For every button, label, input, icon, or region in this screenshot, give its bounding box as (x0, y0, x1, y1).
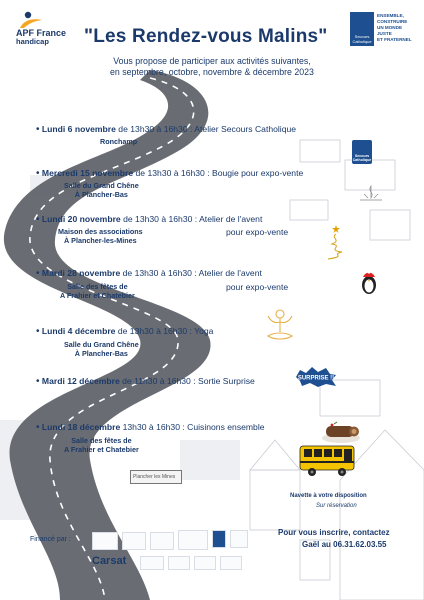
apf-logo-line-2: handicap (16, 37, 49, 46)
street-sign: Plancher les Mines (130, 470, 182, 484)
event-4-location: Salle des fêtes de A Frahier et Chatebier (60, 282, 135, 300)
shuttle-info: Navette à votre disposition (290, 493, 367, 499)
apf-logo-line-1: APF France (16, 28, 67, 38)
bullet: • (36, 124, 40, 135)
sponsor-logo-4 (178, 530, 208, 550)
event-4-line: • Mardi 28 novembre de 13h30 à 16h30 : Atelier de l'avent (36, 268, 262, 279)
subtitle-line-1: Vous propose de participer aux activités suivantes, (113, 56, 311, 66)
secours-catholique-badge: Secours Catholique (350, 12, 374, 46)
surprise-badge-icon (294, 366, 338, 388)
secours-catholique-tagline: ENSEMBLE, CONSTRUIRE UN MONDE JUSTE ET FRATERNEL (377, 13, 412, 42)
event-2-line: • Mercredi 15 novembre de 13h30 à 16h30 : Bougie pour expo-vente (36, 168, 304, 179)
carsat-logo: Carsat (92, 555, 127, 567)
contact-instructions: Pour vous inscrire, contactez (278, 528, 390, 537)
sponsor-logo-8 (168, 556, 190, 570)
school-bus-icon (296, 440, 360, 480)
sponsor-logo-3 (150, 532, 174, 550)
sponsor-logo-5 (212, 530, 226, 548)
sponsor-logo-9 (194, 556, 216, 570)
page-title: "Les Rendez-vous Malins" (84, 26, 328, 47)
contact-phone: Gaël au 06.31.62.03.55 (302, 540, 387, 549)
event-7-location: Salle des fêtes de A Frahier et Chatebier (64, 436, 139, 454)
event-6-line: • Mardi 12 décembre de 11h30 à 16h30 : Sortie Surprise (36, 376, 255, 387)
event-3-line: • Lundi 20 novembre de 13h30 à 16h30 : Atelier de l'avent (36, 214, 263, 225)
candle-icon (356, 184, 386, 204)
financed-by-label: Financé par : (30, 536, 71, 543)
event-3-location: Maison des associations À Plancher-les-Mines (58, 227, 143, 245)
sponsor-logo-7 (140, 556, 164, 570)
sponsor-logo-6 (230, 530, 248, 548)
sponsor-logo-10 (220, 556, 242, 570)
secours-catholique-logo (350, 10, 416, 50)
event-1-line: • Lundi 6 novembre de 13h30 à 16h30 : Atelier Secours Catholique (36, 124, 297, 135)
event-1-location: Ronchamp (100, 137, 138, 146)
event-4-line-2: pour expo-vente (226, 282, 289, 292)
apf-france-handicap-logo (10, 10, 82, 50)
event-7-line: • Lundi 18 décembre 13h30 à 16h30 : Cuisinons ensemble (36, 422, 265, 433)
event-2-location: Salle du Grand Chêne À Plancher-Bas (64, 181, 139, 199)
sponsor-logo-republique (92, 532, 118, 550)
penguin-icon (358, 270, 380, 296)
shuttle-reservation: Sur réservation (316, 503, 357, 509)
sponsor-logo-2 (122, 532, 146, 550)
event-3-line-2: pour expo-vente (226, 227, 289, 237)
secours-catholique-small-badge: Secours Catholique (352, 140, 372, 164)
event-5-location: Salle du Grand Chêne À Plancher-Bas (64, 340, 139, 358)
christmas-tree-icon (320, 222, 352, 264)
subtitle-line-2: en septembre, octobre, novembre & décembre 2023 (110, 67, 314, 77)
event-5-line: • Lundi 4 décembre de 13h30 à 16h30 : Yoga (36, 326, 214, 337)
surprise-label: SURPRISE !! (297, 375, 335, 382)
yoga-pose-icon (262, 306, 298, 348)
apf-swoosh-icon (18, 10, 44, 30)
